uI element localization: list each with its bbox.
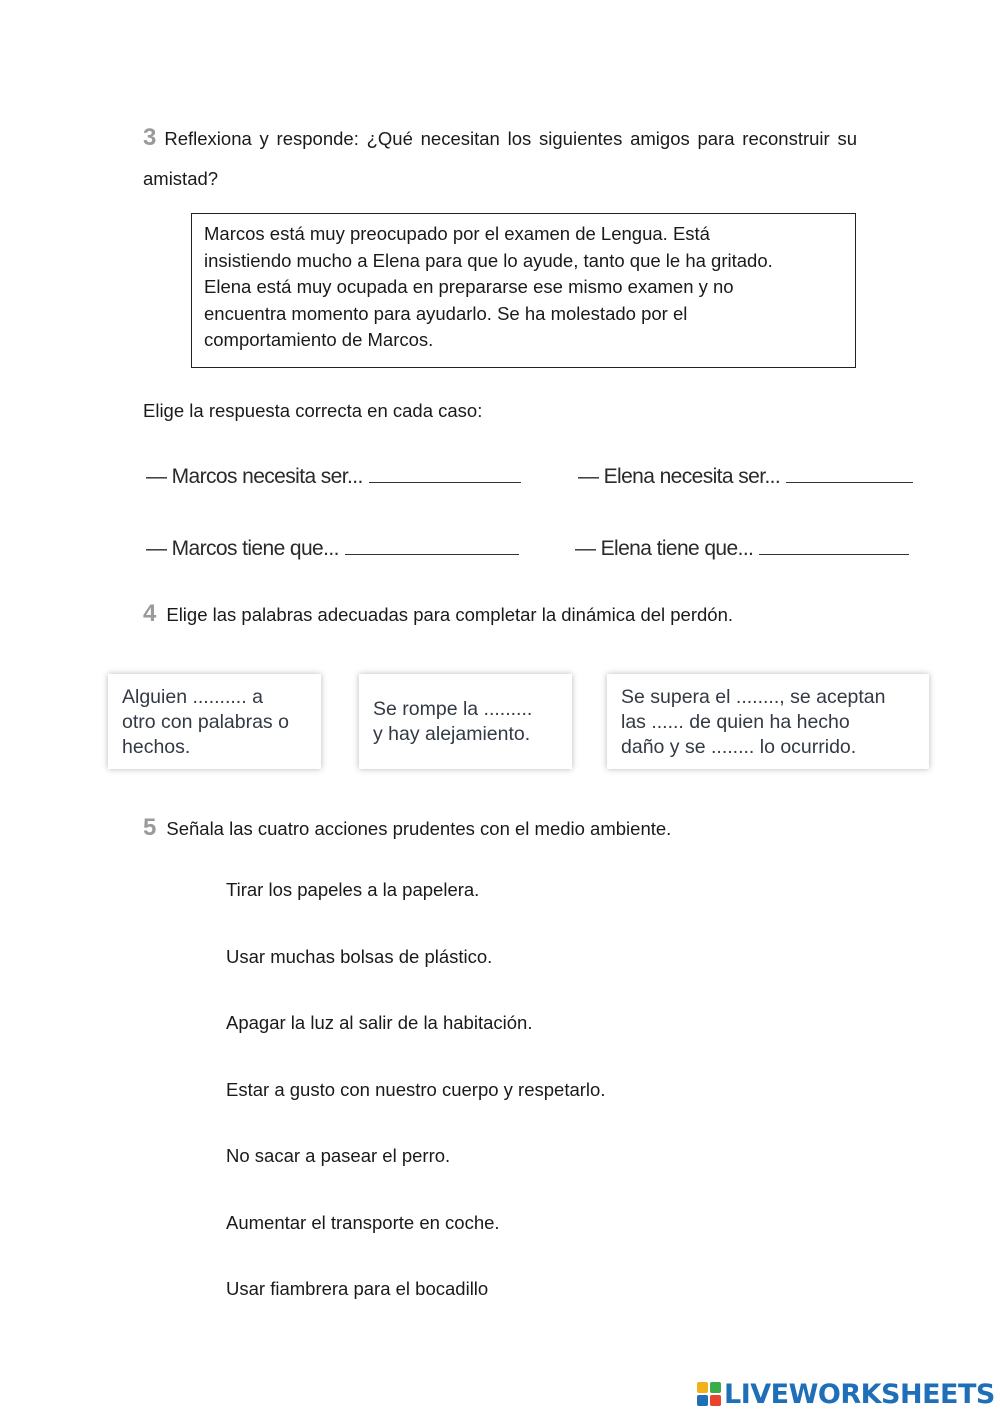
logo-text: LIVEWORKSHEETS <box>724 1378 995 1410</box>
question-number: 3 <box>143 124 157 151</box>
forgiveness-card-2 <box>359 674 572 769</box>
story-line: Marcos está muy preocupado por el examen de Lengua. Está <box>204 223 710 244</box>
story-box <box>191 213 856 368</box>
card-line: daño y se ........ lo ocurrido. <box>621 736 857 758</box>
card-line: hechos. <box>122 736 191 758</box>
story-line: encuentra momento para ayudarlo. Se ha molestado por el <box>204 302 688 324</box>
fill-in-marcos-ser <box>146 465 521 489</box>
card-line: otro con palabras o <box>122 711 289 733</box>
question-4-prompt <box>143 600 733 628</box>
fill-in-elena-ser <box>578 465 913 489</box>
card-line: Alguien .......... a <box>122 686 263 708</box>
forgiveness-card-1 <box>108 674 321 769</box>
liveworksheets-logo <box>697 1376 995 1412</box>
action-option[interactable]: Aumentar el transporte en coche. <box>226 1212 500 1233</box>
story-line: insistiendo mucho a Elena para que lo ayude, tanto que le ha gritado. <box>204 249 773 271</box>
logo-squares-icon <box>697 1382 721 1406</box>
answer-blank[interactable] <box>345 537 519 555</box>
action-option[interactable]: Usar muchas bolsas de plástico. <box>226 946 493 967</box>
action-option[interactable]: Tirar los papeles a la papelera. <box>226 879 480 900</box>
answer-blank[interactable] <box>786 465 913 483</box>
logo-square <box>710 1382 721 1393</box>
action-option[interactable]: No sacar a pasear el perro. <box>226 1145 451 1166</box>
question-4-text: Elige las palabras adecuadas para completar la dinámica del perdón. <box>166 604 734 625</box>
card-line: y hay alejamiento. <box>373 723 531 745</box>
action-option[interactable]: Estar a gusto con nuestro cuerpo y respetarlo. <box>226 1079 606 1100</box>
fill-in-label: — Marcos tiene que... <box>146 537 339 560</box>
story-line: Elena está muy ocupada en prepararse ese mismo examen y no <box>204 276 734 297</box>
question-3-text: Reflexiona y responde: ¿Qué necesitan los siguientes amigos para reconstruir su amistad? <box>143 128 857 189</box>
fill-in-elena-tiene <box>575 537 909 561</box>
card-line: las ...... de quien ha hecho <box>621 711 850 733</box>
question-number: 4 <box>143 600 157 627</box>
answer-blank[interactable] <box>759 537 909 555</box>
fill-in-marcos-tiene <box>146 537 519 561</box>
logo-square <box>697 1395 708 1406</box>
logo-square <box>697 1382 708 1393</box>
logo-square <box>710 1395 721 1406</box>
question-5-prompt <box>143 814 671 842</box>
fill-in-label: — Elena tiene que... <box>575 537 754 560</box>
card-line: Se rompe la ......... <box>373 698 533 720</box>
story-line: comportamiento de Marcos. <box>204 329 434 350</box>
question-number: 5 <box>143 814 157 841</box>
choose-instruction: Elige la respuesta correcta en cada caso: <box>143 400 483 421</box>
card-line: Se supera el ........, se aceptan <box>621 686 886 708</box>
fill-in-label: — Marcos necesita ser... <box>146 465 363 488</box>
answer-blank[interactable] <box>369 465 521 483</box>
fill-in-label: — Elena necesita ser... <box>578 465 781 488</box>
question-3-prompt <box>143 118 857 199</box>
question-5-text: Señala las cuatro acciones prudentes con el medio ambiente. <box>166 818 672 839</box>
action-option[interactable]: Usar fiambrera para el bocadillo <box>226 1278 489 1299</box>
forgiveness-card-3 <box>607 674 929 769</box>
action-option[interactable]: Apagar la luz al salir de la habitación. <box>226 1012 533 1033</box>
